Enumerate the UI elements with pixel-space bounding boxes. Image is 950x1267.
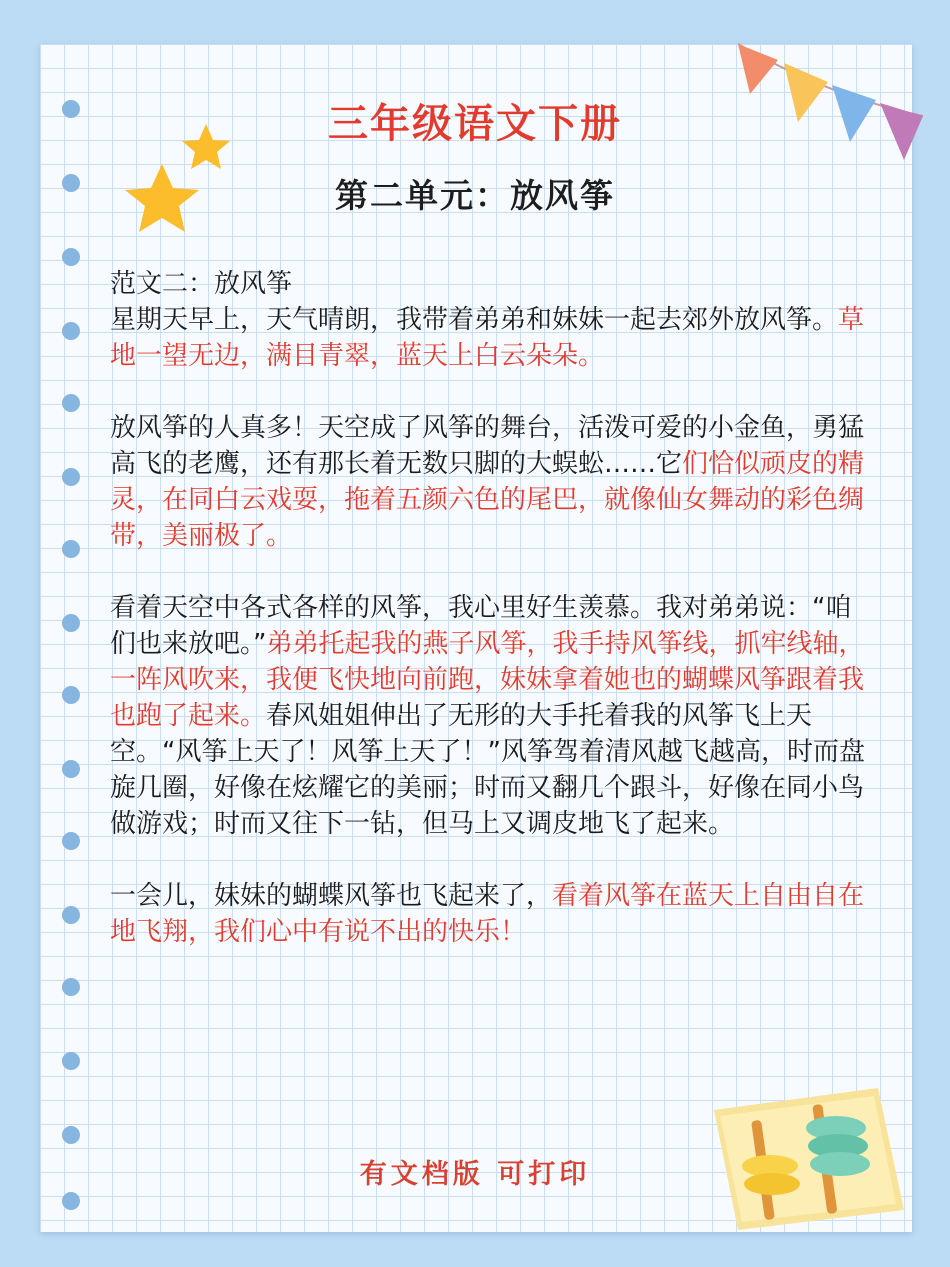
page-subtitle: 第二单元：放风筝 — [335, 176, 615, 215]
binder-hole — [62, 906, 80, 924]
paragraph-2 — [110, 410, 870, 554]
text-segment: 放风筝的人真多！天空成了风筝的舞台，活泼可爱的小金鱼，勇猛高飞的老鹰，还有那长着无数只脚的大蜈蚣……它 — [110, 413, 865, 479]
binder-hole — [62, 322, 80, 340]
binder-hole — [62, 394, 80, 412]
highlighted-segment: 看着风筝在蓝天上自由自在地飞翔，我们心中有说不出的快乐！ — [110, 881, 865, 947]
page-title: 三年级语文下册 — [328, 101, 622, 147]
paragraph-1 — [110, 302, 870, 374]
paragraph-4 — [110, 878, 870, 950]
text-segment: 一会儿，妹妹的蝴蝶风筝也飞起来了， — [110, 881, 553, 911]
binder-hole — [62, 832, 80, 850]
binder-hole — [62, 1192, 80, 1210]
binder-hole — [62, 1126, 80, 1144]
paragraph-3 — [110, 590, 870, 842]
highlighted-segment: 们恰似顽皮的精灵，在同白云戏耍，拖着五颜六色的尾巴，就像仙女舞动的彩色绸带，美丽极了。 — [110, 449, 865, 551]
binder-holes — [62, 100, 82, 1210]
binder-hole — [62, 468, 80, 486]
essay-heading: 范文二：放风筝 — [110, 269, 293, 299]
text-segment: 看着天空中各式各样的风筝，我心里好生羡慕。我对弟弟说：“咱们也来放吧。” — [110, 593, 852, 659]
binder-hole — [62, 248, 80, 266]
binder-hole — [62, 540, 80, 558]
highlighted-segment: 草地一望无边，满目青翠，蓝天上白云朵朵。 — [110, 305, 865, 371]
binder-hole — [62, 978, 80, 996]
binder-hole — [62, 614, 80, 632]
binder-hole — [62, 1052, 80, 1070]
essay-body — [110, 266, 870, 986]
footer-note: 有文档版 可打印 — [359, 1159, 591, 1190]
binder-hole — [62, 686, 80, 704]
highlighted-segment: 弟弟托起我的燕子风筝，我手持风筝线，抓牢线轴，一阵风吹来，我便飞快地向前跑，妹妹拿着她也的蝴蝶风筝跟着我也跑了起来。 — [110, 629, 865, 731]
text-segment: 星期天早上，天气晴朗，我带着弟弟和妹妹一起去郊外放风筝。 — [110, 305, 839, 335]
text-segment: 春风姐姐伸出了无形的大手托着我的风筝飞上天空。“风筝上天了！风筝上天了！”风筝驾着清风越飞越高，时而盘旋几圈，好像在炫耀它的美丽；时而又翻几个跟斗，好像在同小鸟做游戏；时而又往下一钻，但马上又调皮地飞了起来。 — [110, 701, 865, 839]
binder-hole — [62, 760, 80, 778]
